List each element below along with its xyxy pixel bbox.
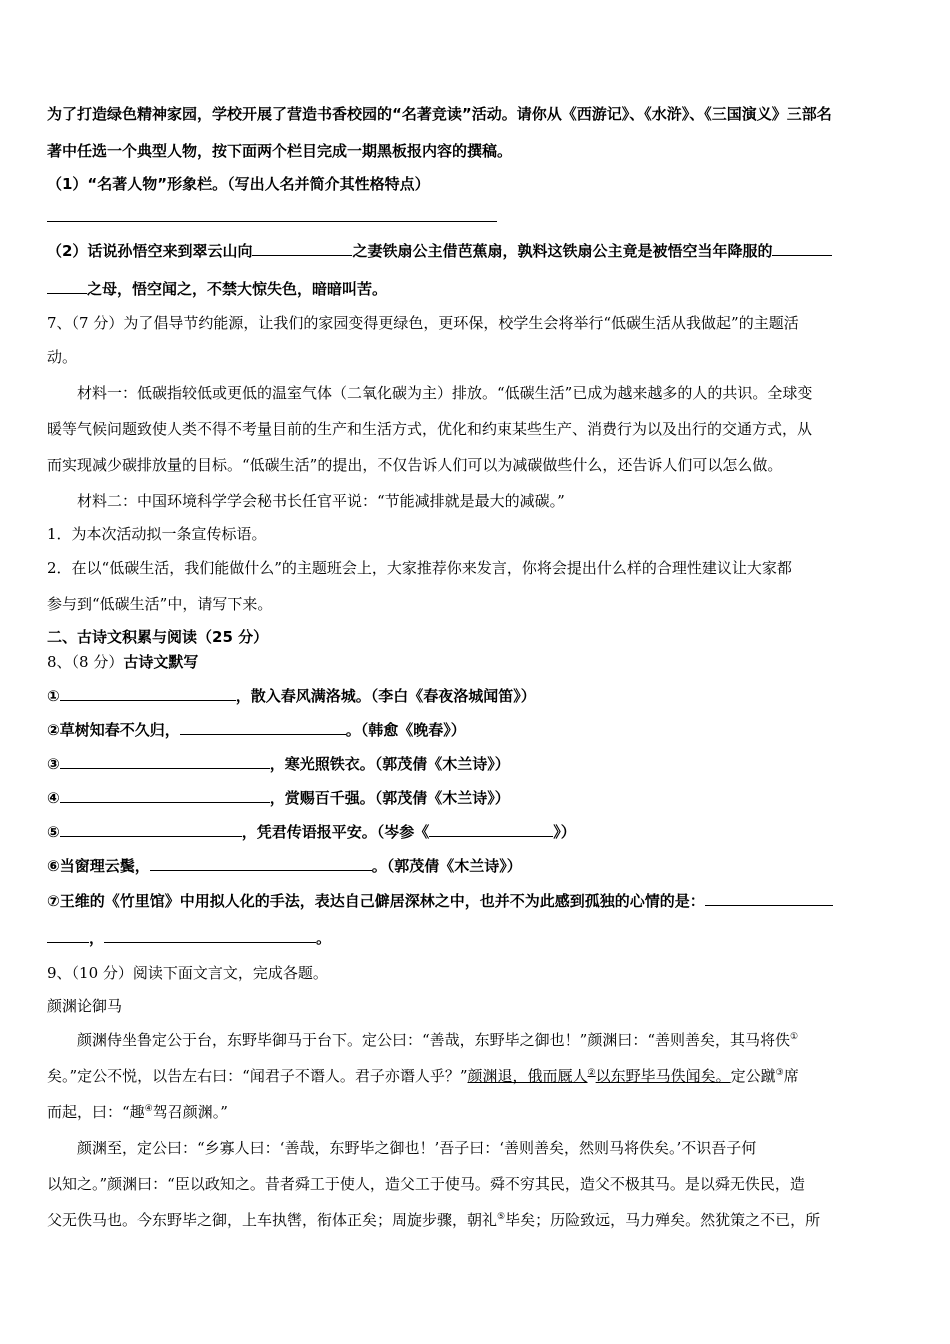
q9-p1-text-4: 席 (783, 1067, 799, 1085)
q2-text-c: 之母，悟空闻之，不禁大惊失色，暗暗叫苦。 (87, 280, 388, 298)
q8-item-6-text-b: 。（郭茂倩《木兰诗》） (371, 857, 522, 875)
q9-p1-line-1 (47, 1029, 905, 1051)
q9-p1-text-3: 定公蹴 (730, 1067, 776, 1085)
footnote-1: ① (790, 1032, 799, 1042)
q9-passage-title: 颜渊论御马 (47, 997, 123, 1015)
q8-blank-3[interactable] (60, 753, 270, 769)
q1-prompt: （1）“名著人物”形象栏。（写出人名并简介其性格特点） (47, 175, 430, 193)
q8-item-6 (47, 855, 905, 877)
q2-line-2 (47, 278, 905, 300)
q8-blank-7b[interactable] (104, 927, 316, 943)
q7-material1-line-2: 暖等气候问题致使人类不得不考量目前的生产和生活方式，优化和约束某些生产、消费行为以及出行的交通方式，从 (47, 420, 813, 438)
q8-item-7-text: ⑦王维的《竹里馆》中用拟人化的手法，表达自己僻居深林之中，也并不为此感到孤独的心情的是： (47, 892, 705, 910)
q8-heading-number: 8、（8 分） (47, 653, 124, 671)
q7-task-2-line-2: 参与到“低碳生活”中，请写下来。 (47, 595, 273, 613)
q2-text-b: 之妻铁扇公主借芭蕉扇，孰料这铁扇公主竟是被悟空当年降服的 (352, 242, 773, 260)
q9-p2-line-3 (47, 1209, 905, 1231)
q9-p2-text-1: 父无佚马也。今东野毕之御，上车执辔，衔体正矣；周旋步骤，朝礼 (47, 1211, 498, 1229)
q8-item-2-text-b: 。（韩愈《晚春》） (345, 721, 466, 739)
q8-item-6-text-a: ⑥当窗理云鬓， (47, 857, 150, 875)
q9-p1-text-6: 驾召颜渊。” (152, 1103, 228, 1121)
q2-blank-2b[interactable] (47, 278, 87, 294)
q7-task-2-line-1: 2．在以“低碳生活，我们能做什么”的主题班会上，大家推荐你来发言，你将会提出什么样的合理性建议让大家都 (47, 559, 792, 577)
intro-line-2: 著中任选一个典型人物，按下面两个栏目完成一期黑板报内容的撰稿。 (47, 142, 513, 160)
q8-item-3 (47, 753, 905, 775)
q9-p1-text-5: 而起，曰：“趣 (47, 1103, 145, 1121)
q7-material2: 材料二：中国环境科学学会秘书长任官平说：“节能减排就是最大的减碳。” (77, 492, 565, 510)
q2-blank-2a[interactable] (772, 240, 832, 256)
q8-blank-4[interactable] (60, 787, 270, 803)
q8-blank-1[interactable] (60, 685, 236, 701)
q1-answer-row (47, 206, 905, 228)
q8-item-5-num: ⑤ (47, 823, 60, 841)
footnote-3: ③ (775, 1068, 784, 1078)
q2-blank-1[interactable] (252, 240, 352, 256)
q9-heading: 9、（10 分）阅读下面文言文，完成各题。 (47, 964, 328, 982)
q7-material1-line-1: 材料一：低碳指较低或更低的温室气体（二氧化碳为主）排放。“低碳生活”已成为越来越多的人的共识。全球变 (77, 384, 813, 402)
q8-item-5-text-a: ，凭君传语报平安。（岑参《 (241, 823, 430, 841)
q8-item-5 (47, 821, 905, 843)
q8-item-5-text-b: 》） (553, 823, 576, 841)
q8-blank-6[interactable] (150, 855, 372, 871)
q8-blank-5[interactable] (60, 821, 242, 837)
q8-item-7-line-2 (47, 927, 905, 949)
q8-item-7 (47, 890, 905, 912)
q9-p2-line-2: 以知之。”颜渊曰：“臣以政知之。昔者舜工于使人，造父工于使马。舜不穷其民，造父不极其马。是以舜无佚民，造 (47, 1175, 805, 1193)
q2-text-a: （2）话说孙悟空来到翠云山向 (47, 242, 253, 260)
q8-item-4-text: ，赏赐百千强。（郭茂倩《木兰诗》） (269, 789, 510, 807)
q9-p1-line-2 (47, 1065, 905, 1087)
q8-item-1 (47, 685, 905, 707)
q9-underlined-sentence-a: 颜渊退，俄而厩人 (467, 1067, 588, 1085)
q8-item-1-text: ，散入春风满洛城。（李白《春夜洛城闻笛》） (235, 687, 536, 705)
q8-blank-7a[interactable] (705, 890, 833, 906)
section-2-title: 二、古诗文积累与阅读（25 分） (47, 628, 269, 646)
q8-item-7-sep: ， (89, 929, 105, 947)
q9-p2-text-2: 毕矣；历险致远，马力殚矣。然犹策之不已，所 (505, 1211, 821, 1229)
q7-material1-line-3: 而实现减少碳排放量的目标。“低碳生活”的提出，不仅告诉人们可以为减碳做些什么，还告诉人们可以怎么做。 (47, 456, 783, 474)
q8-item-4-num: ④ (47, 789, 60, 807)
q8-item-1-num: ① (47, 687, 60, 705)
q2-line-1 (47, 240, 905, 262)
q9-underlined-sentence-b: 以东野毕马佚闻矣。 (595, 1067, 731, 1085)
footnote-4: ④ (144, 1104, 153, 1114)
q7-task-1: 1．为本次活动拟一条宣传标语。 (47, 525, 267, 543)
q9-p1-text-2: 矣。”定公不悦，以告左右曰：“闻君子不谮人。君子亦谮人乎？” (47, 1067, 468, 1085)
q7-line-1: 7、（7 分）为了倡导节约能源，让我们的家园变得更绿色，更环保，校学生会将举行“低碳生活从我做起”的主题活 (47, 314, 799, 332)
q8-item-2 (47, 719, 905, 741)
q8-item-3-num: ③ (47, 755, 60, 773)
q8-blank-5-title[interactable] (429, 821, 553, 837)
q9-p1-text-1: 颜渊侍坐鲁定公于台，东野毕御马于台下。定公曰：“善哉，东野毕之御也！”颜渊曰：“善则善矣，其马将佚 (77, 1031, 791, 1049)
q8-item-2-text-a: ②草树知春不久归， (47, 721, 180, 739)
q8-item-3-text: ，寒光照铁衣。（郭茂倩《木兰诗》） (269, 755, 510, 773)
q8-heading (47, 651, 905, 673)
footnote-2: ② (587, 1068, 596, 1078)
q1-answer-blank[interactable] (47, 206, 497, 222)
q9-p1-line-3 (47, 1101, 905, 1123)
q8-heading-text: 古诗文默写 (123, 653, 199, 671)
intro-line-1: 为了打造绿色精神家园，学校开展了营造书香校园的“名著竞读”活动。请你从《西游记》、《水浒》、《三国演义》三部名 (47, 105, 832, 123)
q7-line-2: 动。 (47, 348, 78, 366)
q9-p2-line-1: 颜渊至，定公曰：“乡寡人曰：‘善哉，东野毕之御也！’吾子曰：‘善则善矣，然则马将佚矣。’不识吾子何 (77, 1139, 757, 1157)
q8-item-7-end: 。 (316, 929, 332, 947)
q8-item-4 (47, 787, 905, 809)
footnote-5: ⑤ (497, 1212, 506, 1222)
q8-blank-2[interactable] (180, 719, 346, 735)
q8-blank-7a-cont[interactable] (47, 927, 89, 943)
